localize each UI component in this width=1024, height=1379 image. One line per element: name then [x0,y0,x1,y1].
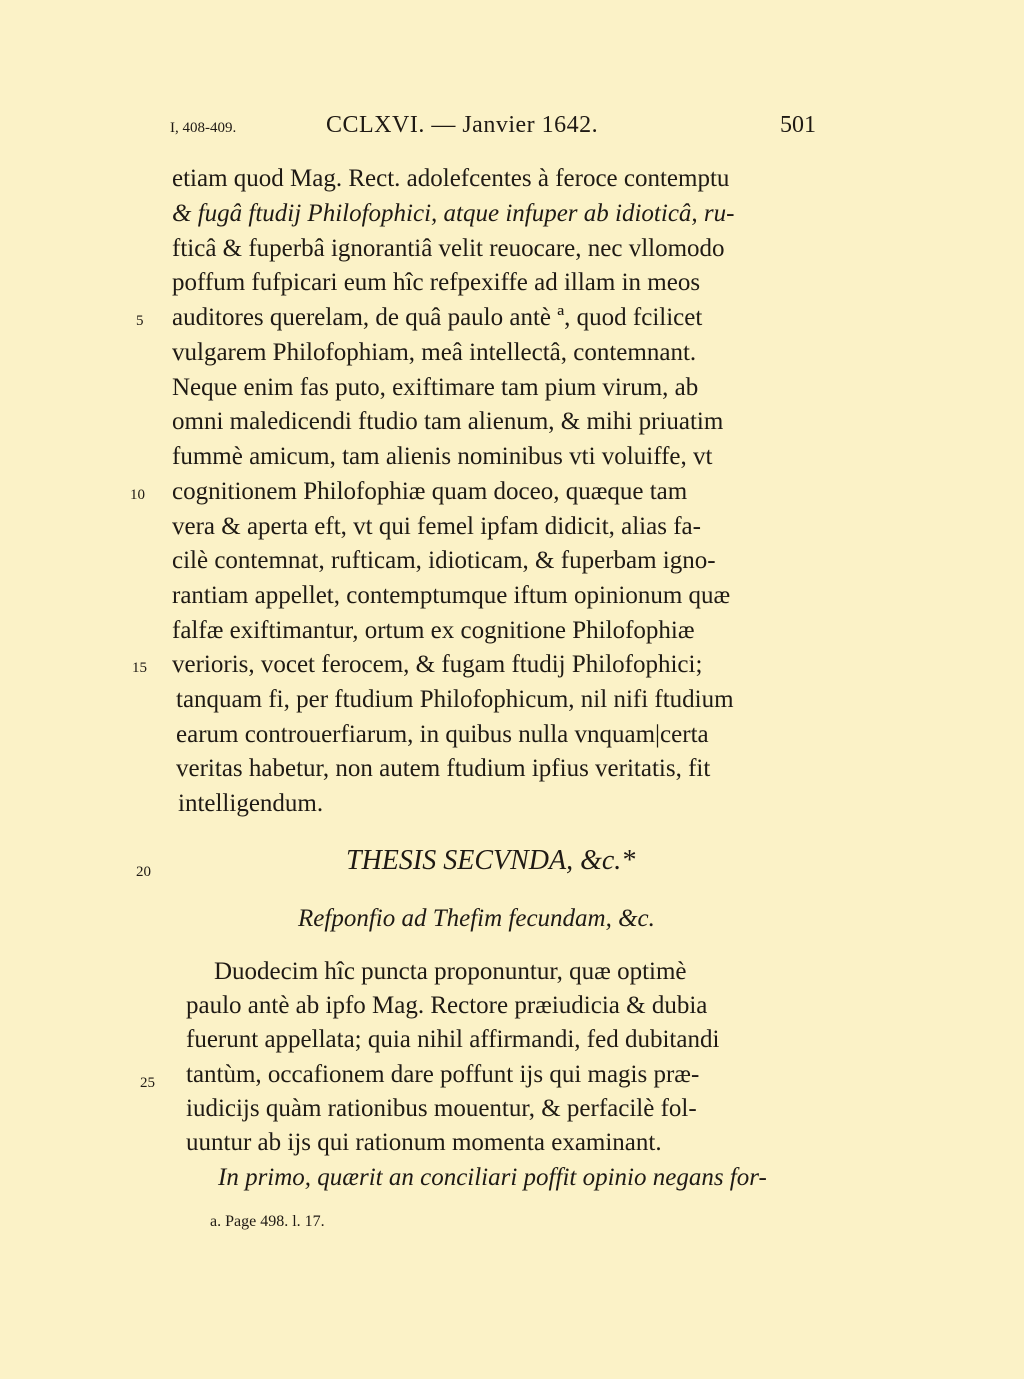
section-subheading: Refponfio ad Thefim fecundam, &c. [298,905,655,932]
text-line: uuntur ab ijs qui rationum momenta examinant. [186,1129,662,1156]
text-line: cognitionem Philofophiæ quam doceo, quæque tam [172,478,688,505]
footnote: a. Page 498. l. 17. [210,1213,325,1230]
text-line: intelligendum. [178,790,324,817]
text-line: iudicijs quàm rationibus mouentur, & perfacilè fol- [186,1095,697,1122]
text-line: fummè amicum, tam alienis nominibus vti voluiffe, vt [172,443,713,470]
running-header [0,112,1024,142]
text-line: poffum fufpicari eum hîc refpexiffe ad illam in meos [172,269,701,296]
text-line: fuerunt appellata; quia nihil affirmandi, fed dubitandi [186,1026,720,1053]
text-line: vulgarem Philofophiam, meâ intellectâ, contemnant. [172,339,697,366]
line-number: 10 [130,487,145,503]
text-line: In primo, quærit an conciliari poffit opinio negans for- [218,1164,767,1191]
text-line: vera & aperta eft, vt qui femel ipfam didicit, alias fa- [172,513,701,540]
text-line: earum controuerfiarum, in quibus nulla vnquam|certa [176,721,709,748]
line-number: 25 [140,1075,155,1091]
text-line: cilè contemnat, rufticam, idioticam, & fuperbam igno- [172,547,716,574]
text-line: verioris, vocet ferocem, & fugam ftudij Philofophici; [172,651,703,678]
text-line: veritas habetur, non autem ftudium ipfius veritatis, fit [176,755,711,782]
line-number: 15 [132,660,147,676]
text-line: falfæ exiftimantur, ortum ex cognitione Philofophiæ [172,617,695,644]
text-line: etiam quod Mag. Rect. adolefcentes à feroce contemptu [172,165,730,192]
section-heading: THESIS SECVNDA, &c.* [346,845,636,876]
text-line: rantiam appellet, contemptumque iftum opinionum quæ [172,582,731,609]
text-line: omni maledicendi ftudio tam alienum, & mihi priuatim [172,408,724,435]
text-line: tantùm, occafionem dare poffunt ijs qui magis præ- [186,1061,700,1088]
text-line: auditores querelam, de quâ paulo antè ª, quod fcilicet [172,304,703,331]
text-line: & fugâ ftudij Philofophici, atque infuper ab idioticâ, ru- [172,200,735,227]
page-number: 501 [780,112,816,138]
text-line: tanquam fi, per ftudium Philofophicum, nil nifi ftudium [176,686,734,713]
line-number: 5 [136,313,144,329]
line-number: 20 [136,864,151,880]
letter-title: CCLXVI. — Janvier 1642. [326,112,599,138]
volume-reference: I, 408-409. [170,120,237,136]
text-line: Duodecim hîc puncta proponuntur, quæ optimè [214,958,687,985]
text-line: Neque enim fas puto, exiftimare tam pium virum, ab [172,374,699,401]
text-line: fticâ & fuperbâ ignorantiâ velit reuocare, nec vllomodo [172,235,725,262]
text-line: paulo antè ab ipfo Mag. Rectore præiudicia & dubia [186,992,708,1019]
